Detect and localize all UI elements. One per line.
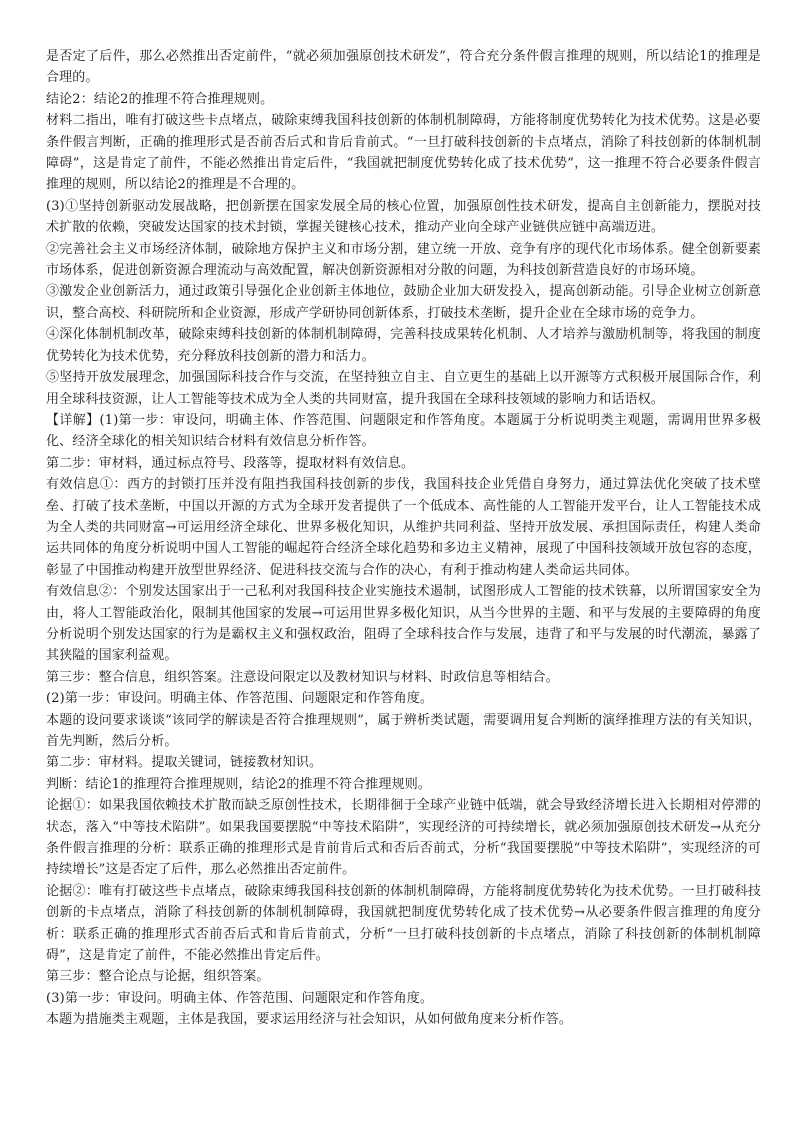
paragraph-effective-info-1: 有效信息①：西方的封锁打压并没有阻挡我国科技创新的步伐，我国科技企业凭借自身努力，通过算法优化突破了技术壁垒、打破了技术垄断，中国以开源的方式为全球开发者提供了一个低成本、高性能的人工智能开发平台，让人工智能技术成为全人类的共同财富→可运用经济全球化、世界多极化知识，从维护共同利益、坚持开放发展、承担国际责任，构建人类命运共同体的角度分析说明中国人工智能的崛起符合经济全球化趋势和多边主义精神，展现了中国科技领域开放包容的态度，彰显了中国推动构建开放型世界经济、促进科技交流与合作的决心，有利于推动构建人类命运共同体。 xyxy=(46,477,761,578)
paragraph-detail-q2-question: 本题的设问要求谈谈“该同学的解读是否符合推理规则”，属于辨析类试题，需要调用复合判断的演绎推理方法的有关知识，首先判断，然后分析。 xyxy=(46,712,761,749)
paragraph-detail-q3-step1: (3)第一步：审设问。明确主体、作答范围、问题限定和作答角度。 xyxy=(46,990,434,1006)
paragraph-conclusion2-heading: 结论2：结论2的推理不符合推理规则。 xyxy=(46,91,274,107)
paragraph-judgement: 判断：结论1的推理符合推理规则，结论2的推理不符合推理规则。 xyxy=(46,776,432,792)
paragraph-measure-5: ⑤坚持开放发展理念，加强国际科技合作与交流，在坚持独立自主、自立更生的基础上以开源等方式积极开展国际合作，利用全球科技资源，让人工智能等技术成为全人类的共同财富，提升我国在全球科技领域的影响力和话语权。 xyxy=(46,370,761,407)
paragraph-argument-2: 论据②：唯有打破这些卡点堵点，破除束缚我国科技创新的体制机制障碍，方能将制度优势转化为技术优势。一旦打破科技创新的卡点堵点，消除了科技创新的体制机制障碍，我国就把制度优势转化成了技术优势→从必要条件假言推理的角度分析：联系正确的推理形式否前否后式和肯后肯前式，分析“一旦打破科技创新的卡点堵点，消除了科技创新的体制机制障碍”，这是肯定了前件，不能必然推出肯定后件。 xyxy=(46,883,761,964)
paragraph-measure-3: ③激发企业创新活力，通过政策引导强化企业创新主体地位，鼓励企业加大研发投入，提高创新动能。引导企业树立创新意识，整合高校、科研院所和企业资源，形成产学研协同创新体系，打破技术垄断，提升企业在全球市场的竞争力。 xyxy=(46,284,761,321)
paragraph-detail-q2-step2: 第二步：审材料。提取关键词，链接教材知识。 xyxy=(46,755,323,771)
paragraph-conclusion2-analysis: 材料二指出，唯有打破这些卡点堵点，破除束缚我国科技创新的体制机制障碍，方能将制度优势转化为技术优势。这是必要条件假言判断，正确的推理形式是否前否后式和肯后肯前式。“一旦打破科技创新的卡点堵点，消除了科技创新的体制机制障碍”，这是肯定了前件，不能必然推出肯定后件，“我国就把制度优势转化成了技术优势”，这一推理不符合必要条件假言推理的规则，所以结论2的推理是不合理的。 xyxy=(46,113,761,193)
paragraph-detail-q3-type: 本题为措施类主观题，主体是我国，要求运用经济与社会知识，从如何做角度来分析作答。 xyxy=(46,1012,573,1028)
paragraph-measure-4: ④深化体制机制改革，破除束缚科技创新的体制机制障碍，完善科技成果转化机制、人才培养与激励机制等，将我国的制度优势转化为技术优势，充分释放科技创新的潜力和活力。 xyxy=(46,327,761,364)
paragraph-argument-1: 论据①：如果我国依赖技术扩散而缺乏原创性技术，长期徘徊于全球产业链中低端，就会导致经济增长进入长期相对停滞的状态，落入“中等技术陷阱”。如果我国要摆脱“中等技术陷阱”，实现经济的可持续增长，就必须加强原创技术研发→从充分条件假言推理的分析：联系正确的推理形式是肯前肯后式和否后否前式，分析“我国要摆脱“中等技术陷阱”，实现经济的可持续增长”这是否定了后件，那么必然推出否定前件。 xyxy=(46,798,761,878)
paragraph-detail-q1-step3: 第三步：整合信息，组织答案。注意设问限定以及教材知识与材料、时政信息等相结合。 xyxy=(46,669,559,685)
document-page xyxy=(46,46,761,1031)
paragraph-conclusion1-end: 是否定了后件，那么必然推出否定前件，“就必须加强原创技术研发”，符合充分条件假言推理的规则，所以结论1的推理是合理的。 xyxy=(46,49,761,86)
paragraph-detail-q1-step2: 第二步：审材料，通过标点符号、段落等，提取材料有效信息。 xyxy=(46,455,415,471)
paragraph-detail-q2-step1: (2)第一步：审设问。明确主体、作答范围、问题限定和作答角度。 xyxy=(46,691,434,707)
paragraph-measure-2: ②完善社会主义市场经济体制，破除地方保护主义和市场分割，建立统一开放、竞争有序的现代化市场体系。健全创新要素市场体系，促进创新资源合理流动与高效配置，解决创新资源相对分散的问题，为科技创新营造良好的市场环境。 xyxy=(46,241,761,279)
paragraph-detail-q2-step3: 第三步：整合论点与论据，组织答案。 xyxy=(46,969,270,985)
paragraph-effective-info-2: 有效信息②：个别发达国家出于一己私利对我国科技企业实施技术遏制，试图形成人工智能的技术铁幕，以所谓国家安全为由，将人工智能政治化，限制其他国家的发展→可运用世界多极化知识，从当今世界的主题、和平与发展的主要障碍的角度分析说明个别发达国家的行为是霸权主义和强权政治，阻碍了全球科技合作与发展，违背了和平与发展的时代潮流，暴露了其狭隘的国家利益观。 xyxy=(46,584,761,664)
paragraph-detail-q1-step1: 【详解】(1)第一步：审设问，明确主体、作答范围、问题限定和作答角度。本题属于分析说明类主观题，需调用世界多极化、经济全球化的相关知识结合材料有效信息分析作答。 xyxy=(46,412,761,450)
paragraph-measure-1: (3)①坚持创新驱动发展战略，把创新摆在国家发展全局的核心位置，加强原创性技术研发，提高自主创新能力，摆脱对技术扩散的依赖，突破发达国家的技术封锁，掌握关键核心技术，推动产业向全球产业链供应链中高端迈进。 xyxy=(46,198,761,236)
